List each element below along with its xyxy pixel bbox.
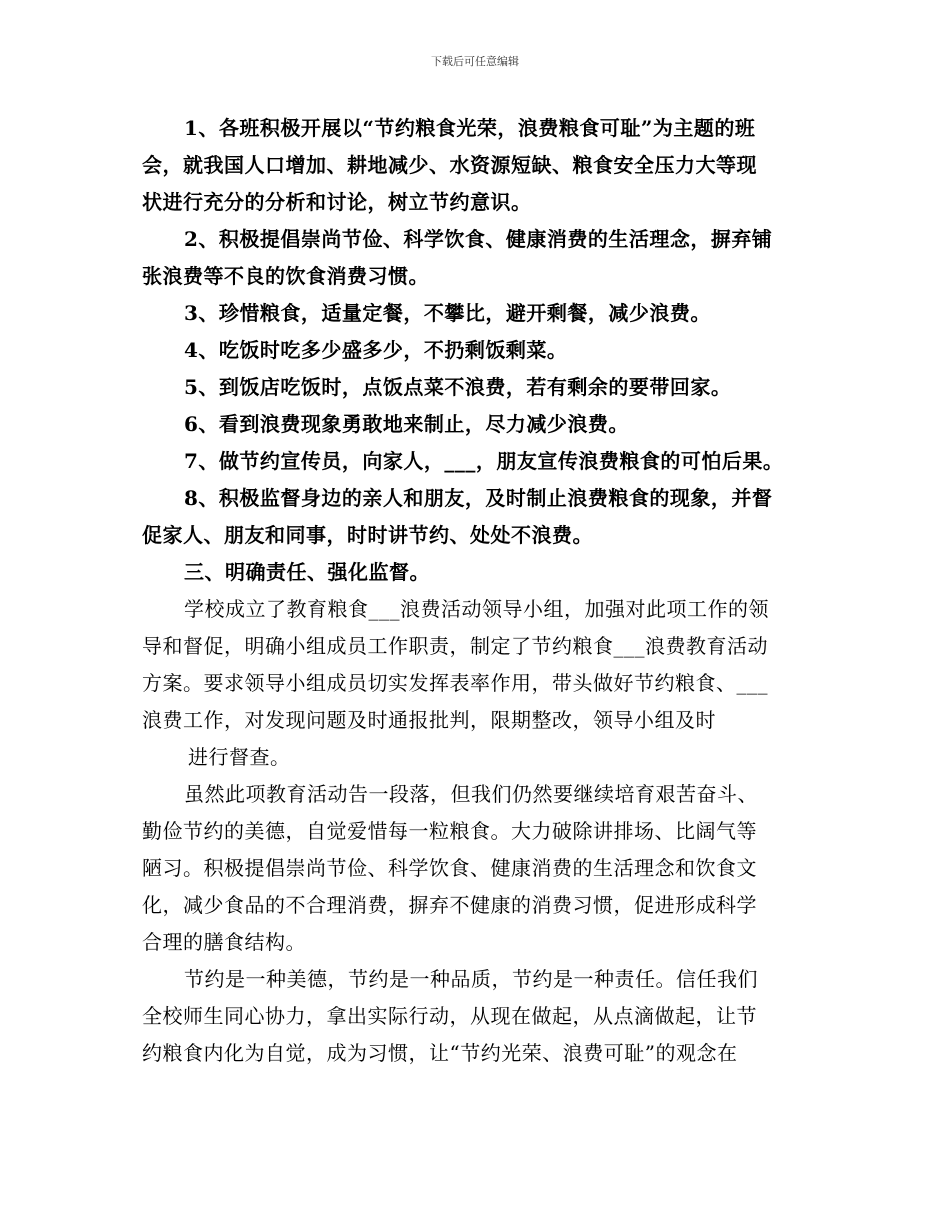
paragraph-line: 勤俭节约的美德，自觉爱惜每一粒粮食。大力破除讲排场、比阔气等: [142, 819, 757, 843]
paragraph-line: 约粮食内化为自觉，成为习惯，让“节约光荣、浪费可耻”的观念在: [142, 1041, 738, 1065]
paragraph-line: 全校师生同心协力，拿出实际行动，从现在做起，从点滴做起，让节: [142, 1004, 757, 1028]
paragraph-line: 状进行充分的分析和讨论，树立节约意识。: [142, 190, 532, 214]
paragraph-line: 4、吃饭时吃多少盛多少，不扔剩饭剩菜。: [184, 338, 568, 362]
paragraph-line: 3、珍惜粮食，适量定餐，不攀比，避开剩餐，减少浪费。: [184, 301, 711, 325]
paragraph-line: 1、各班积极开展以“节约粮食光荣，浪费粮食可耻”为主题的班: [184, 116, 756, 140]
paragraph-line: 2、积极提倡崇尚节俭、科学饮食、健康消费的生活理念，摒弃铺: [184, 227, 773, 251]
paragraph-line: 合理的膳食结构。: [142, 930, 306, 954]
paragraph-line: 陋习。积极提倡崇尚节俭、科学饮食、健康消费的生活理念和饮食文: [142, 856, 757, 880]
paragraph-line: 进行督查。: [188, 745, 291, 769]
paragraph-line: 节约是一种美德，节约是一种品质，节约是一种责任。信任我们: [184, 967, 758, 991]
section-heading: 三、明确责任、强化监督。: [184, 560, 430, 584]
paragraph-line: 5、到饭店吃饭时，点饭点菜不浪费，若有剩余的要带回家。: [184, 375, 732, 399]
paragraph-line: 促家人、朋友和同事，时时讲节约、处处不浪费。: [142, 523, 593, 547]
paragraph-line: 7、做节约宣传员，向家人，___，朋友宣传浪费粮食的可怕后果。: [184, 449, 784, 473]
paragraph-line: 学校成立了教育粮食___浪费活动领导小组，加强对此项工作的领: [184, 597, 769, 621]
paragraph-line: 6、看到浪费现象勇敢地来制止，尽力减少浪费。: [184, 412, 629, 436]
paragraph-line: 会，就我国人口增加、耕地减少、水资源短缺、粮食安全压力大等现: [142, 153, 757, 177]
paragraph-line: 方案。要求领导小组成员切实发挥表率作用，带头做好节约粮食、___: [142, 671, 768, 695]
document-body: [142, 110, 812, 1072]
paragraph-line: 浪费工作，对发现问题及时通报批判，限期整改，领导小组及时: [142, 708, 716, 732]
paragraph-line: 虽然此项教育活动告一段落，但我们仍然要继续培育艰苦奋斗、: [184, 782, 758, 806]
page-header: 下载后可任意编辑: [431, 55, 519, 68]
paragraph-line: 导和督促，明确小组成员工作职责，制定了节约粮食___浪费教育活动: [142, 634, 768, 658]
paragraph-line: 化，减少食品的不合理消费，摒弃不健康的消费习惯，促进形成科学: [142, 893, 757, 917]
paragraph-line: 张浪费等不良的饮食消费习惯。: [142, 264, 429, 288]
paragraph-line: 8、积极监督身边的亲人和朋友，及时制止浪费粮食的现象，并督: [184, 486, 773, 510]
